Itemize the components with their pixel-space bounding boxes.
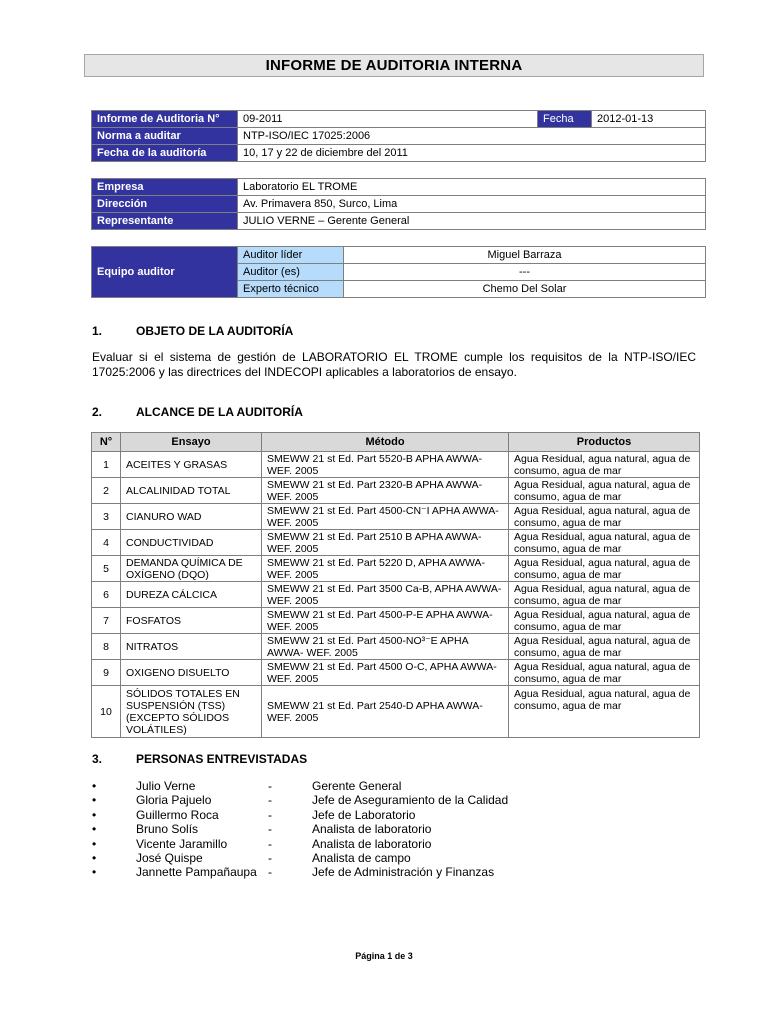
row-n: 10	[92, 686, 121, 738]
bullet-icon: •	[92, 793, 97, 808]
person-name: Julio Verne	[136, 779, 196, 793]
person-role: Analista de laboratorio	[312, 822, 432, 837]
row-productos: Agua Residual, agua natural, agua de consumo, agua de mar	[509, 660, 700, 686]
row-n: 7	[92, 608, 121, 634]
person-name: Jannette Pampañaupa	[136, 865, 257, 880]
row-n: 3	[92, 504, 121, 530]
direccion-value: Av. Primavera 850, Surco, Lima	[238, 196, 706, 213]
norma-value: NTP-ISO/IEC 17025:2006	[238, 128, 706, 145]
col-n-header: N°	[92, 433, 121, 452]
table-row	[92, 452, 700, 478]
row-productos: Agua Residual, agua natural, agua de consumo, agua de mar	[509, 582, 700, 608]
row-ensayo: DUREZA CÁLCICA	[121, 582, 262, 608]
role-experto: Experto técnico	[238, 281, 344, 298]
empresa-label: Empresa	[92, 179, 238, 196]
direccion-label: Dirección	[92, 196, 238, 213]
row-n: 4	[92, 530, 121, 556]
bullet-icon: •	[92, 779, 97, 793]
separator-dash: -	[268, 865, 272, 880]
separator-dash: -	[268, 836, 272, 851]
name-experto: Chemo Del Solar	[344, 281, 706, 298]
row-productos: Agua Residual, agua natural, agua de consumo, agua de mar	[509, 452, 700, 478]
equipo-label: Equipo auditor	[92, 247, 238, 298]
row-ensayo: CONDUCTIVIDAD	[121, 530, 262, 556]
col-metodo-header: Método	[262, 433, 509, 452]
row-productos: Agua Residual, agua natural, agua de consumo, agua de mar	[509, 556, 700, 582]
table-row	[92, 634, 700, 660]
row-metodo: SMEWW 21 st Ed. Part 4500-NO³⁻E APHA AWWA- WEF. 2005	[262, 634, 509, 660]
row-productos: Agua Residual, agua natural, agua de consumo, agua de mar	[509, 504, 700, 530]
table-row	[92, 478, 700, 504]
row-metodo: SMEWW 21 st Ed. Part 2510 B APHA AWWA-WEF. 2005	[262, 530, 509, 556]
col-productos-header: Productos	[509, 433, 700, 452]
section2-number: 2.	[92, 405, 103, 419]
table-row	[92, 686, 700, 738]
role-auditores: Auditor (es)	[238, 264, 344, 281]
page-footer: Página 1 de 3	[355, 951, 413, 961]
row-metodo: SMEWW 21 st Ed. Part 3500 Ca-B, APHA AWWA- WEF. 2005	[262, 582, 509, 608]
fecha-value: 2012-01-13	[592, 111, 706, 128]
person-role: Jefe de Administración y Finanzas	[312, 865, 495, 880]
row-ensayo: FOSFATOS	[121, 608, 262, 634]
person-name: Vicente Jaramillo	[136, 836, 228, 851]
row-ensayo: OXIGENO DISUELTO	[121, 660, 262, 686]
empresa-value: Laboratorio EL TROME	[238, 179, 706, 196]
row-metodo: SMEWW 21 st Ed. Part 2320-B APHA AWWA-WEF. 2005	[262, 478, 509, 504]
report-title: INFORME DE AUDITORIA INTERNA	[84, 54, 704, 77]
person-role: Jefe de Aseguramiento de la Calidad	[312, 793, 509, 808]
row-ensayo: DEMANDA QUÍMICA DE OXÍGENO (DQO)	[121, 556, 262, 582]
row-metodo: SMEWW 21 st Ed. Part 5520-B APHA AWWA-WEF. 2005	[262, 452, 509, 478]
norma-label: Norma a auditar	[92, 128, 238, 145]
separator-dash: -	[268, 779, 272, 793]
row-metodo: SMEWW 21 st Ed. Part 2540-D APHA AWWA-WEF. 2005	[262, 686, 509, 738]
section2-title: ALCANCE DE LA AUDITORÍA	[136, 405, 303, 419]
row-n: 5	[92, 556, 121, 582]
section1-title: OBJETO DE LA AUDITORÍA	[136, 324, 294, 338]
fecha-label: Fecha	[538, 111, 592, 128]
name-auditor-lider: Miguel Barraza	[344, 247, 706, 264]
separator-dash: -	[268, 793, 272, 808]
person-name: Guillermo Roca	[136, 807, 219, 822]
person-role: Analista de campo	[312, 850, 411, 865]
scope-table	[91, 432, 700, 738]
header-table	[91, 110, 706, 162]
row-n: 8	[92, 634, 121, 660]
row-ensayo: CIANURO WAD	[121, 504, 262, 530]
section3-number: 3.	[92, 752, 103, 766]
separator-dash: -	[268, 822, 272, 837]
person-name: José Quispe	[136, 850, 203, 865]
representante-label: Representante	[92, 213, 238, 230]
row-productos: Agua Residual, agua natural, agua de consumo, agua de mar	[509, 608, 700, 634]
row-n: 9	[92, 660, 121, 686]
row-n: 2	[92, 478, 121, 504]
bullet-icon: •	[92, 822, 97, 837]
bullet-icon: •	[92, 807, 97, 822]
table-row	[92, 608, 700, 634]
section3-title: PERSONAS ENTREVISTADAS	[136, 752, 308, 766]
bullet-icon: •	[92, 865, 97, 880]
person-role: Analista de laboratorio	[312, 836, 432, 851]
row-n: 1	[92, 452, 121, 478]
row-n: 6	[92, 582, 121, 608]
row-productos: Agua Residual, agua natural, agua de consumo, agua de mar	[509, 686, 700, 738]
equipo-table	[91, 246, 706, 298]
row-productos: Agua Residual, agua natural, agua de consumo, agua de mar	[509, 478, 700, 504]
row-metodo: SMEWW 21 st Ed. Part 4500-CN⁻I APHA AWWA- WEF. 2005	[262, 504, 509, 530]
separator-dash: -	[268, 850, 272, 865]
row-ensayo: ALCALINIDAD TOTAL	[121, 478, 262, 504]
section1-text: Evaluar si el sistema de gestión de LABORATORIO EL TROME cumple los requisitos de la NTP-ISO/IEC 17025:2006 y las directrices del INDECOPI aplicables a laboratorios de ensayo.	[92, 350, 696, 379]
row-ensayo: ACEITES Y GRASAS	[121, 452, 262, 478]
table-row	[92, 660, 700, 686]
bullet-icon: •	[92, 850, 97, 865]
row-ensayo: NITRATOS	[121, 634, 262, 660]
table-row	[92, 530, 700, 556]
role-auditor-lider: Auditor líder	[238, 247, 344, 264]
row-productos: Agua Residual, agua natural, agua de consumo, agua de mar	[509, 634, 700, 660]
row-productos: Agua Residual, agua natural, agua de consumo, agua de mar	[509, 530, 700, 556]
bullet-icon: •	[92, 836, 97, 851]
person-name: Gloria Pajuelo	[136, 793, 212, 808]
table-row	[92, 504, 700, 530]
row-metodo: SMEWW 21 st Ed. Part 4500 O-C, APHA AWWA- WEF. 2005	[262, 660, 509, 686]
separator-dash: -	[268, 807, 272, 822]
name-auditores: ---	[344, 264, 706, 281]
representante-value: JULIO VERNE – Gerente General	[238, 213, 706, 230]
fecha-auditoria-value: 10, 17 y 22 de diciembre del 2011	[238, 145, 706, 162]
informe-label: Informe de Auditoria N°	[92, 111, 238, 128]
section1-number: 1.	[92, 324, 103, 338]
person-role: Gerente General	[312, 779, 402, 793]
empresa-table	[91, 178, 706, 230]
table-row	[92, 556, 700, 582]
row-metodo: SMEWW 21 st Ed. Part 4500-P-E APHA AWWA- WEF. 2005	[262, 608, 509, 634]
table-row	[92, 582, 700, 608]
person-role: Jefe de Laboratorio	[312, 807, 416, 822]
fecha-auditoria-label: Fecha de la auditoría	[92, 145, 238, 162]
informe-value: 09-2011	[238, 111, 538, 128]
col-ensayo-header: Ensayo	[121, 433, 262, 452]
row-ensayo: SÓLIDOS TOTALES EN SUSPENSIÓN (TSS) (EXCEPTO SÓLIDOS VOLÁTILES)	[121, 686, 262, 738]
person-name: Bruno Solís	[136, 822, 199, 837]
row-metodo: SMEWW 21 st Ed. Part 5220 D, APHA AWWA- WEF. 2005	[262, 556, 509, 582]
